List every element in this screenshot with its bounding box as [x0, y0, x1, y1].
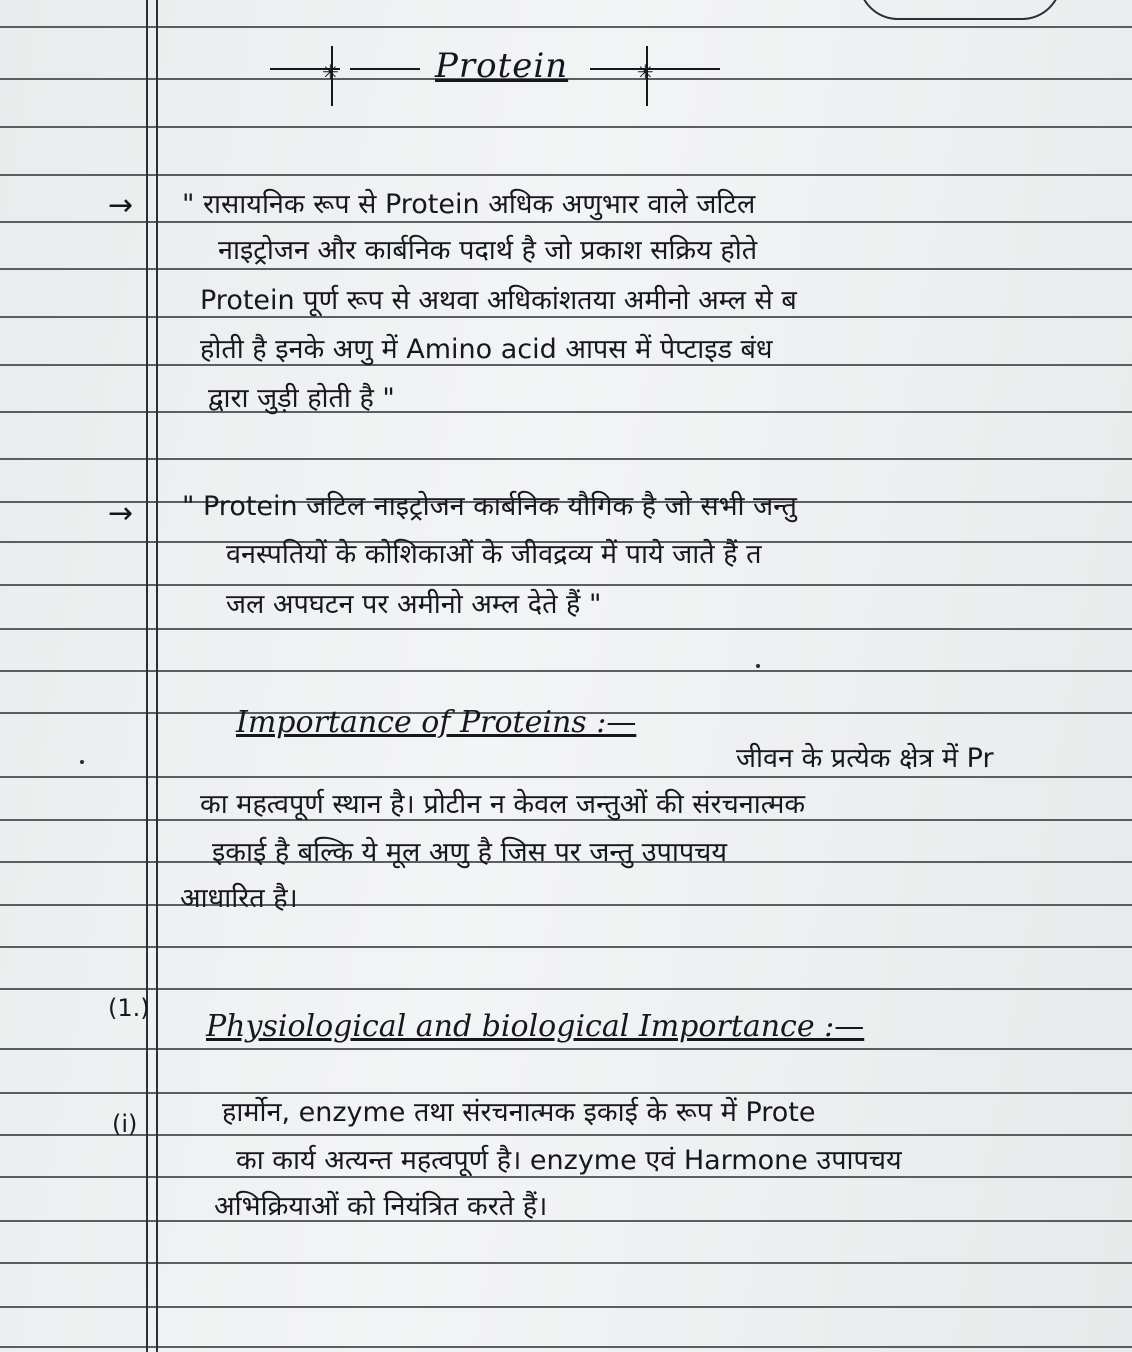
ruled-line: [0, 1220, 1132, 1222]
star-decoration-icon: [325, 46, 339, 106]
ruled-line: [0, 776, 1132, 778]
section-number: (1.): [108, 994, 150, 1022]
point1-line: का कार्य अत्यन्त महत्वपूर्ण है। enzyme एवं Harmone उपापचय: [236, 1145, 902, 1176]
corner-doodle: [858, 0, 1062, 20]
ruled-line: [0, 584, 1132, 586]
ruled-line: [0, 26, 1132, 28]
ruled-line: [0, 126, 1132, 128]
point-number: (i): [112, 1110, 138, 1138]
ruled-line: [0, 221, 1132, 223]
importance-line: जीवन के प्रत्येक क्षेत्र में Pr: [736, 743, 994, 774]
ink-dot: [756, 664, 760, 668]
definition2-line: " Protein जटिल नाइट्रोजन कार्बनिक यौगिक है जो सभी जन्तु: [182, 491, 797, 522]
ruled-line: [0, 411, 1132, 413]
definition1-line: होती है इनके अणु में Amino acid आपस में पेप्टाइड बंध: [200, 334, 773, 365]
definition1-line: Protein पूर्ण रूप से अथवा अधिकांशतया अमीनो अम्ल से ब: [200, 285, 797, 316]
ruled-line: [0, 268, 1132, 270]
ruled-line: [0, 1176, 1132, 1178]
ruled-line: [0, 988, 1132, 990]
importance-line: इकाई है बल्कि ये मूल अणु है जिस पर जन्तु उपापचय: [212, 837, 727, 868]
importance-heading: Importance of Proteins :—: [236, 705, 637, 740]
arrow-icon: →: [108, 496, 134, 531]
title-block: [270, 38, 710, 108]
ruled-line: [0, 1134, 1132, 1136]
section1-heading: Physiological and biological Importance :—: [206, 1009, 865, 1044]
arrow-icon: →: [108, 188, 134, 223]
title-dash: [650, 68, 720, 70]
definition1-line: नाइट्रोजन और कार्बनिक पदार्थ है जो प्रकाश सक्रिय होते: [218, 235, 758, 266]
definition2-line: जल अपघटन पर अमीनो अम्ल देते हैं ": [226, 589, 602, 620]
ruled-line: [0, 946, 1132, 948]
page-title: Protein: [435, 46, 569, 86]
ruled-line: [0, 1306, 1132, 1308]
definition2-line: वनस्पतियों के कोशिकाओं के जीवद्रव्य में पाये जाते हैं त: [226, 539, 762, 570]
ruled-line: [0, 1262, 1132, 1264]
ink-dot: [80, 760, 84, 764]
ruled-line: [0, 670, 1132, 672]
ruled-line: [0, 628, 1132, 630]
ruled-line: [0, 904, 1132, 906]
title-dash: [350, 68, 420, 70]
margin-line: [146, 0, 148, 1352]
importance-line: का महत्वपूर्ण स्थान है। प्रोटीन न केवल जन्तुओं की संरचनात्मक: [200, 789, 806, 820]
ruled-line: [0, 316, 1132, 318]
point1-line: हार्मोन, enzyme तथा संरचनात्मक इकाई के रूप में Prote: [222, 1097, 816, 1128]
margin-line: [156, 0, 158, 1352]
ruled-line: [0, 1346, 1132, 1348]
title-dash: [270, 68, 340, 70]
importance-line: आधारित है।: [180, 883, 298, 914]
ruled-line: [0, 1092, 1132, 1094]
ruled-line: [0, 1048, 1132, 1050]
ruled-line: [0, 458, 1132, 460]
point1-line: अभिक्रियाओं को नियंत्रित करते हैं।: [214, 1191, 548, 1222]
ruled-line: [0, 174, 1132, 176]
star-decoration-icon: [640, 46, 654, 106]
definition1-line: " रासायनिक रूप से Protein अधिक अणुभार वाले जटिल: [182, 189, 756, 220]
definition1-line: द्वारा जुड़ी होती है ": [208, 383, 395, 414]
